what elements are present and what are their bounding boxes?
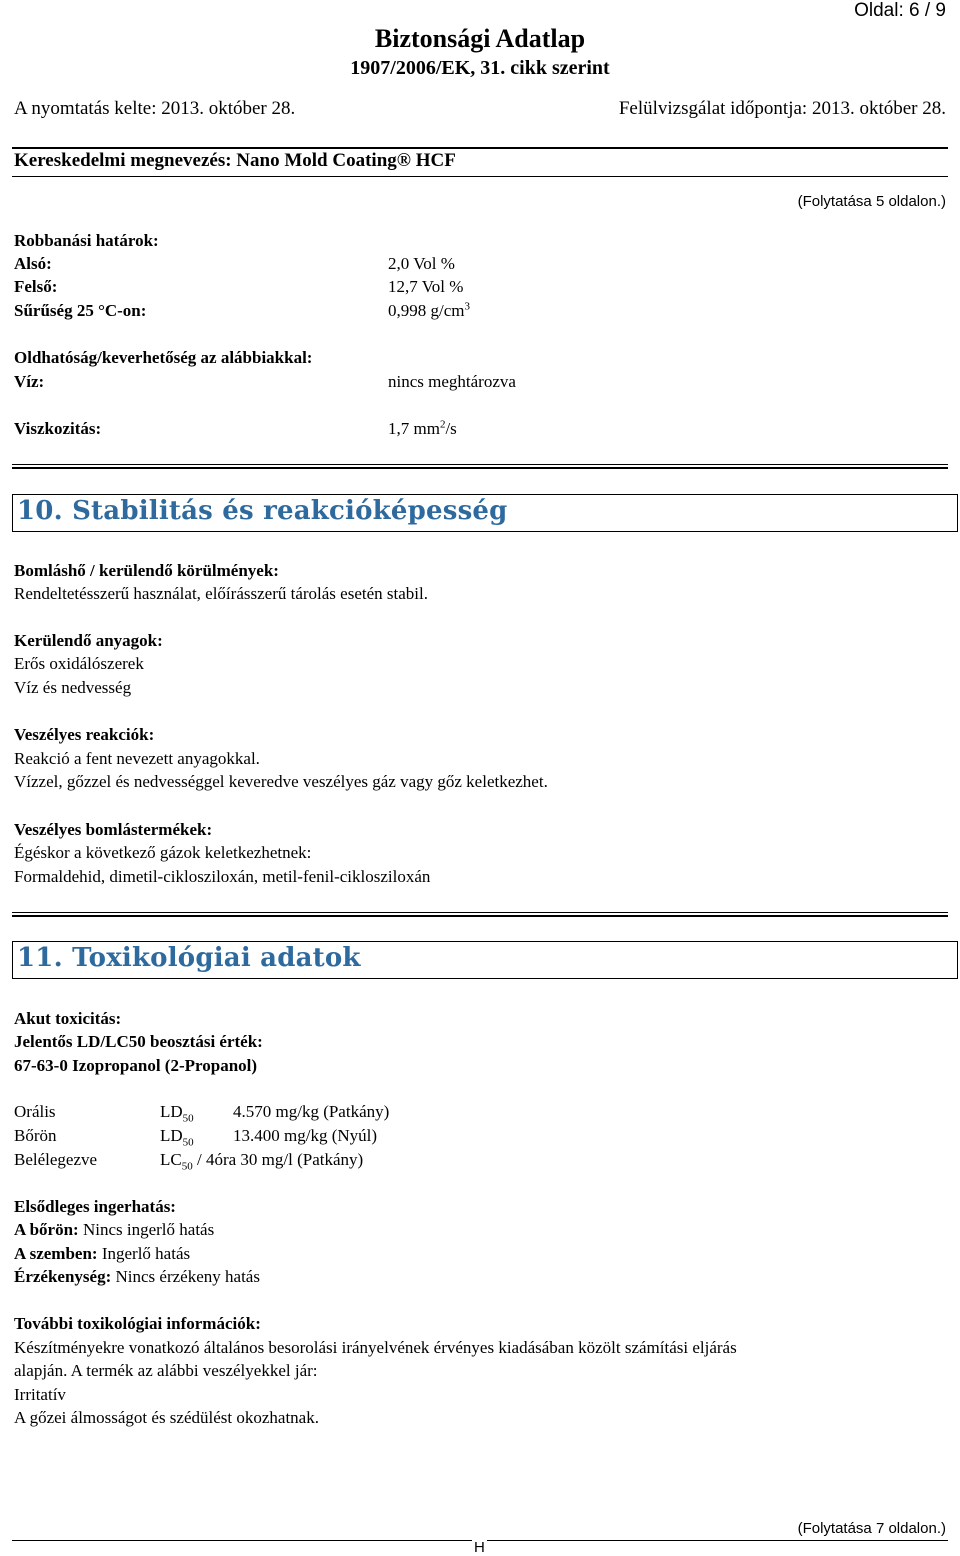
tox-route: Belélegezve: [14, 1150, 98, 1169]
acute-toxicity-label: Akut toxicitás:: [14, 1009, 122, 1028]
upper-label: Felső:: [14, 277, 58, 296]
section-10-header: [12, 494, 958, 532]
reactions-label: Veszélyes reakciók:: [14, 725, 155, 744]
density-label: Sűrűség 25 °C-on:: [14, 301, 147, 320]
viscosity-value: 1,7 $mm^2/s$: [388, 418, 457, 438]
section-rule-top: [12, 464, 948, 465]
decomposition-products-label: Veszélyes bomlástermékek:: [14, 820, 213, 839]
section-rule-top: [12, 912, 948, 913]
revision-date: Felülvizsgálat időpontja: 2013. október 28.: [618, 98, 946, 119]
header-rule: [12, 147, 948, 149]
avoid-material-2: Víz és nedvesség: [14, 678, 132, 697]
sensitization: Érzékenység: Nincs érzékeny hatás: [14, 1267, 260, 1286]
explosion-limits-label: Robbanási határok:: [14, 231, 159, 250]
trade-name-rule: [12, 176, 948, 177]
decomposition-products-2: Formaldehid, dimetil-cikloszilоxán, metil-fenil-cikloszilоxán: [14, 867, 431, 886]
further-info-1: Készítményekre vonatkozó általános besorolási irányelvének érvényes kiadásában közölt számítási eljárás: [14, 1338, 737, 1357]
continued-from: (Folytatása 5 oldalon.): [797, 193, 946, 210]
tox-type: $LD_{50}$: [160, 1126, 194, 1149]
decomposition-label: Bomláshő / kerülendő körülmények:: [14, 561, 279, 580]
continued-to: (Folytatása 7 oldalon.): [797, 1520, 946, 1537]
decomposition-products-1: Égéskor a következő gázok keletkezhetnek:: [14, 843, 312, 862]
tox-value: 4.570 mg/kg (Patkány): [233, 1102, 390, 1121]
further-info-3: Irritatív: [14, 1385, 66, 1404]
section-10-title: 10. Stabilitás és reakcióképesség: [17, 496, 508, 526]
language-code: H: [474, 1539, 485, 1556]
decomposition-text: Rendeltetésszerű használat, előírásszerű tárolás esetén stabil.: [14, 584, 428, 603]
solubility-label: Oldhatóság/keverhetőség az alábbiakkal:: [14, 348, 313, 367]
further-info-label: További toxikológiai információk:: [14, 1314, 261, 1333]
irritation-label: Elsődleges ingerhatás:: [14, 1197, 176, 1216]
further-info-4: A gőzei álmosságot és szédülést okozhatnak.: [14, 1408, 319, 1427]
section-11-title: 11. Toxikológiai adatok: [17, 943, 361, 973]
skin-effect: A bőrön: Nincs ingerlő hatás: [14, 1220, 215, 1239]
avoid-materials-label: Kerülendő anyagok:: [14, 631, 163, 650]
upper-value: 12,7 Vol %: [388, 277, 464, 296]
reactions-text-1: Reakció a fent nevezett anyagokkal.: [14, 749, 260, 768]
tox-route: Orális: [14, 1102, 56, 1121]
tox-value: 13.400 mg/kg (Nyúl): [233, 1126, 378, 1145]
page-number: Oldal: 6 / 9: [854, 0, 946, 21]
reactions-text-2: Vízzel, gőzzel és nedvességgel keveredve veszélyes gáz vagy gőz keletkezhet.: [14, 772, 548, 791]
further-info-2: alapján. A termék az alábbi veszélyekkel jár:: [14, 1361, 318, 1380]
eye-effect: A szemben: Ingerlő hatás: [14, 1244, 191, 1263]
density-value: 0,998 $g/cm^3$: [388, 300, 470, 320]
section-rule-bottom: [12, 915, 948, 917]
trade-name: Kereskedelmi megnevezés: Nano Mold Coating® HCF: [14, 150, 456, 171]
tox-type: $LD_{50}$: [160, 1102, 194, 1125]
section-11-header: [12, 941, 958, 979]
lower-label: Alsó:: [14, 254, 52, 273]
print-date: A nyomtatás kelte: 2013. október 28.: [14, 98, 296, 119]
substance-name: 67-63-0 Izopropanol (2-Propanol): [14, 1056, 258, 1075]
avoid-material-1: Erős oxidálószerek: [14, 654, 144, 673]
tox-route: Bőrön: [14, 1126, 57, 1145]
water-value: nincs meghtározva: [388, 372, 516, 391]
tox-type: $LC_{50}$ / 4óra 30 mg/l (Patkány): [160, 1150, 364, 1173]
document-subtitle: 1907/2006/EK, 31. cikk szerint: [350, 57, 610, 79]
water-label: Víz:: [14, 372, 45, 391]
section-rule-bottom: [12, 467, 948, 469]
document-title: Biztonsági Adatlap: [374, 24, 586, 53]
viscosity-label: Viszkozitás:: [14, 419, 102, 438]
ld-lc50-label: Jelentős LD/LC50 beosztási érték:: [14, 1032, 263, 1051]
lower-value: 2,0 Vol %: [388, 254, 455, 273]
